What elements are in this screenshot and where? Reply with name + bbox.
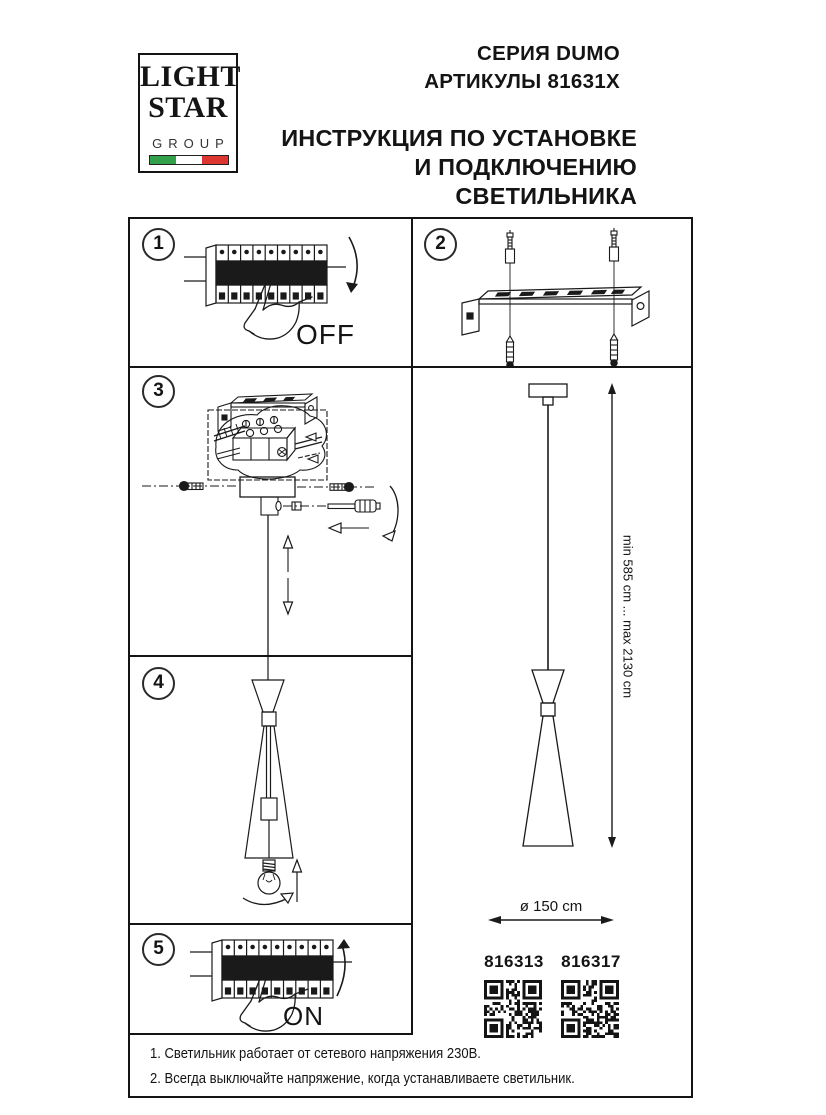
- flag-red-segment: [202, 156, 228, 164]
- step-5-number: 5: [142, 933, 175, 966]
- step-4-number: 4: [142, 667, 175, 700]
- step5-on-label: ON: [283, 1001, 324, 1031]
- diameter-label: ø 150 cm: [519, 898, 583, 915]
- height-range-label: min 585 cm ... max 2130 cm: [620, 534, 636, 699]
- pendant-dimensions-drawing: [413, 368, 693, 930]
- step-3-number: 3: [142, 375, 175, 408]
- flag-green-segment: [150, 156, 176, 164]
- row-divider-4: [128, 1033, 413, 1035]
- step2-bracket-drawing: [413, 217, 693, 366]
- step1-off-label: OFF: [296, 319, 355, 350]
- flag-white-segment: [176, 156, 202, 164]
- series-block: [320, 40, 620, 96]
- logo-word-star: STAR: [148, 91, 228, 124]
- footer-note-2: 2. Всегда выключайте напряжение, когда устанавливаете светильник.: [150, 1071, 575, 1087]
- instruction-title-line1: ИНСТРУКЦИЯ ПО УСТАНОВКЕ: [281, 125, 637, 151]
- lightstar-logo: [138, 53, 241, 173]
- qr-code-left: [484, 980, 542, 1038]
- footer-note-1: 1. Светильник работает от сетевого напряжения 230В.: [150, 1046, 481, 1062]
- logo-word-group: GROUP: [152, 136, 230, 151]
- step3-wiring-drawing: [128, 368, 411, 655]
- italian-flag-icon: [149, 155, 229, 165]
- series-title: СЕРИЯ DUMO: [477, 42, 620, 65]
- instruction-title-line2: И ПОДКЛЮЧЕНИЮ СВЕТИЛЬНИКА: [414, 154, 637, 209]
- instruction-title: [237, 124, 637, 211]
- article-code-left: 816313: [484, 952, 544, 971]
- step-2-number: 2: [424, 228, 457, 261]
- step-1-number: 1: [142, 228, 175, 261]
- logo-word-light: LIGHT: [140, 60, 241, 93]
- step4-shade-bulb-drawing: [128, 657, 411, 923]
- qr-code-right: [561, 980, 619, 1038]
- step1-breaker-off-drawing: [128, 217, 411, 366]
- article-code-right: 816317: [561, 952, 621, 971]
- articles-title: АРТИКУЛЫ 81631X: [424, 70, 620, 93]
- step5-breaker-on-drawing: [128, 925, 411, 1033]
